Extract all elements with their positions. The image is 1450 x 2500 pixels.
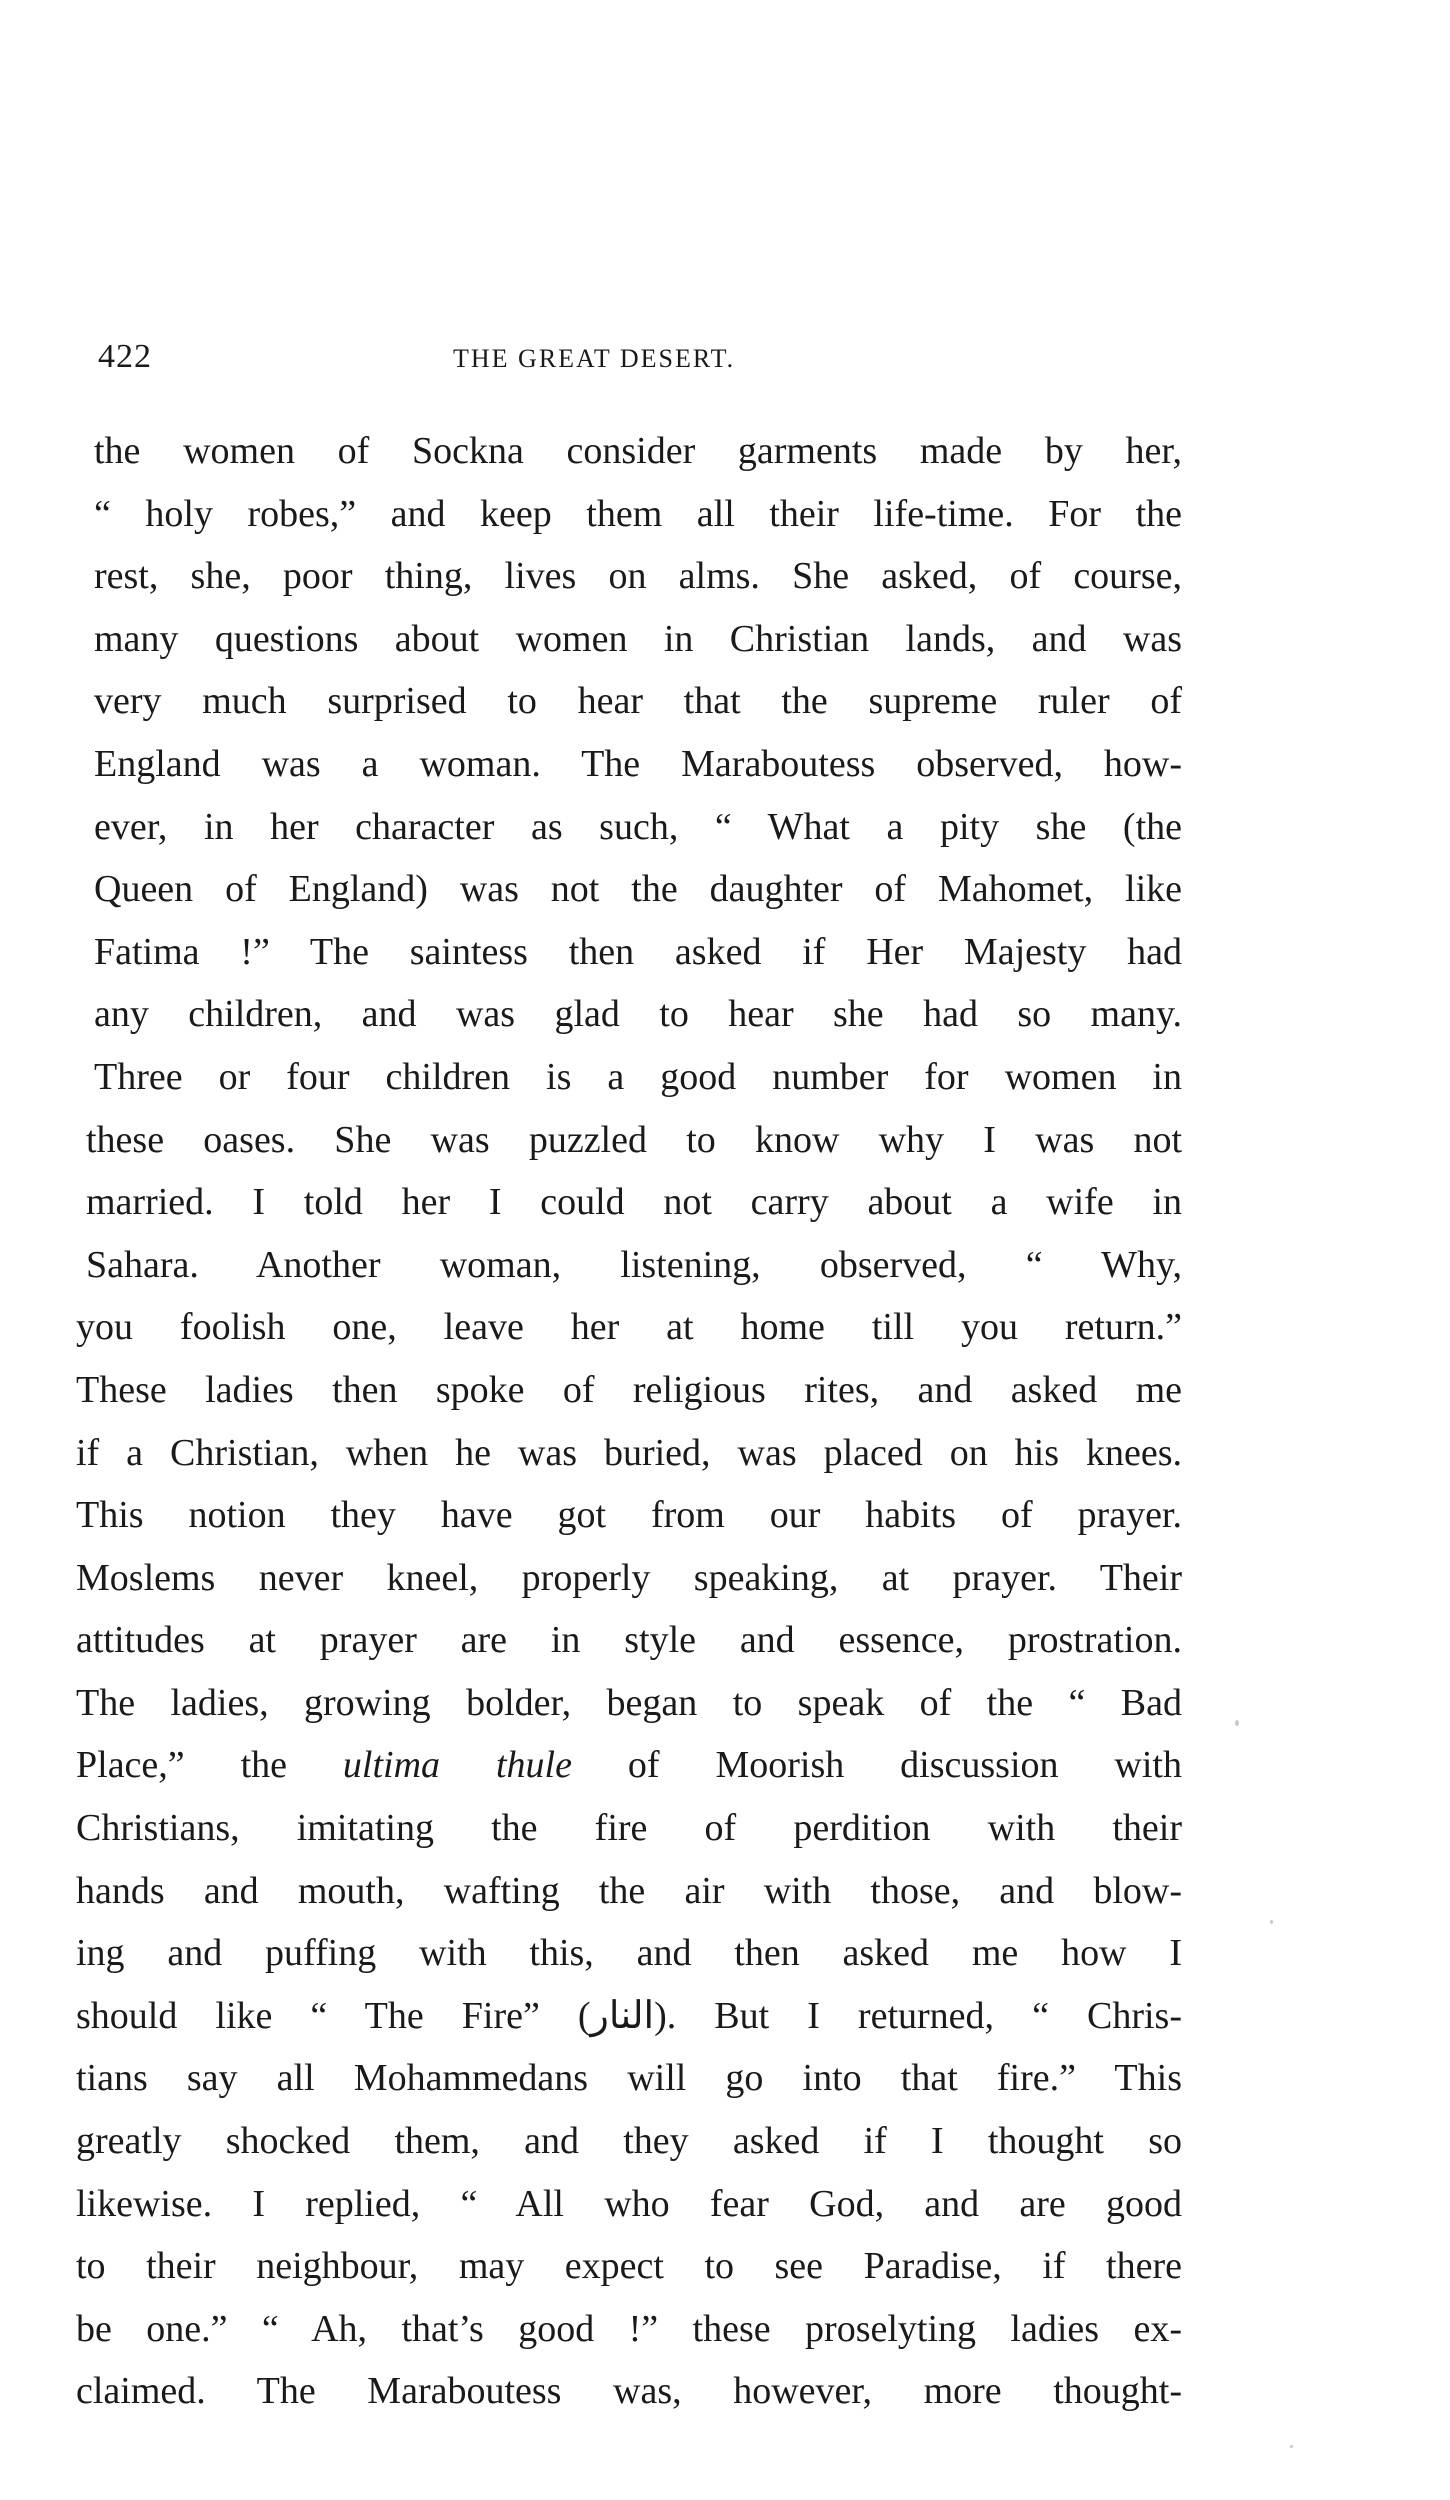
text-line: Queen of England) was not the daughter of Mahomet, like: [94, 868, 1182, 911]
text-line: many questions about women in Christian lands, and was: [94, 617, 1182, 660]
text-line: be one.” “ Ah, that’s good !” these proselyting ladies ex-: [76, 2307, 1182, 2350]
text-line: “ holy robes,” and keep them all their life-time. For the: [94, 492, 1182, 535]
text-line: attitudes at prayer are in style and essence, prostration.: [76, 1619, 1182, 1662]
text-line: you foolish one, leave her at home till you return.”: [76, 1306, 1182, 1349]
text-line: ever, in her character as such, “ What a pity she (the: [94, 805, 1182, 848]
italic-phrase: ultima thule: [342, 1744, 572, 1787]
text-line: Moslems never kneel, properly speaking, at prayer. Their: [76, 1556, 1182, 1599]
text-line: claimed. The Maraboutess was, however, more thought-: [76, 2370, 1182, 2413]
text-line: Christians, imitating the fire of perdition with their: [76, 1807, 1182, 1850]
paper-speck: [1235, 1720, 1239, 1726]
text-line: Three or four children is a good number for women in: [94, 1055, 1182, 1098]
paper-speck: [1290, 2445, 1293, 2448]
text-line: greatly shocked them, and they asked if I thought so: [76, 2120, 1182, 2163]
page-header: [98, 338, 1178, 388]
text-line: married. I told her I could not carry about a wife in: [86, 1181, 1182, 1224]
text-line: The ladies, growing bolder, began to speak of the “ Bad: [76, 1681, 1182, 1724]
paper-speck: [1270, 1920, 1273, 1924]
text-segment: Place,” the: [76, 1744, 343, 1787]
text-line: Sahara. Another woman, listening, observed, “ Why,: [86, 1243, 1182, 1286]
text-line: England was a woman. The Maraboutess observed, how-: [94, 742, 1182, 785]
text-line: ing and puffing with this, and then asked me how I: [76, 1932, 1182, 1975]
text-line: very much surprised to hear that the supreme ruler of: [94, 680, 1182, 723]
text-line: any children, and was glad to hear she had so many.: [94, 993, 1182, 1036]
text-line: the women of Sockna consider garments made by her,: [94, 430, 1182, 472]
text-line: these oases. She was puzzled to know why I was not: [86, 1118, 1182, 1161]
text-line: Fatima !” The saintess then asked if Her Majesty had: [94, 930, 1182, 973]
text-line: if a Christian, when he was buried, was placed on his knees.: [76, 1431, 1182, 1474]
text-line: tians say all Mohammedans will go into that fire.” This: [76, 2057, 1182, 2100]
text-line: hands and mouth, wafting the air with those, and blow-: [76, 1869, 1182, 1912]
text-line: These ladies then spoke of religious rites, and asked me: [76, 1368, 1182, 1411]
text-line: rest, she, poor thing, lives on alms. She asked, of course,: [94, 555, 1182, 598]
running-title: THE GREAT DESERT.: [453, 344, 736, 373]
text-line: likewise. I replied, “ All who fear God, and are good: [76, 2182, 1182, 2225]
text-line: [72, 1734, 1182, 1797]
text-line: This notion they have got from our habits of prayer.: [76, 1494, 1182, 1537]
text-line: should like “ The Fire” (النار). But I returned, “ Chris-: [76, 1994, 1182, 2037]
text-line: to their neighbour, may expect to see Paradise, if there: [76, 2245, 1182, 2288]
text-segment: of Moorish discussion with: [571, 1744, 1182, 1787]
body-text: [72, 420, 1182, 2423]
page-number: 422: [98, 338, 152, 375]
